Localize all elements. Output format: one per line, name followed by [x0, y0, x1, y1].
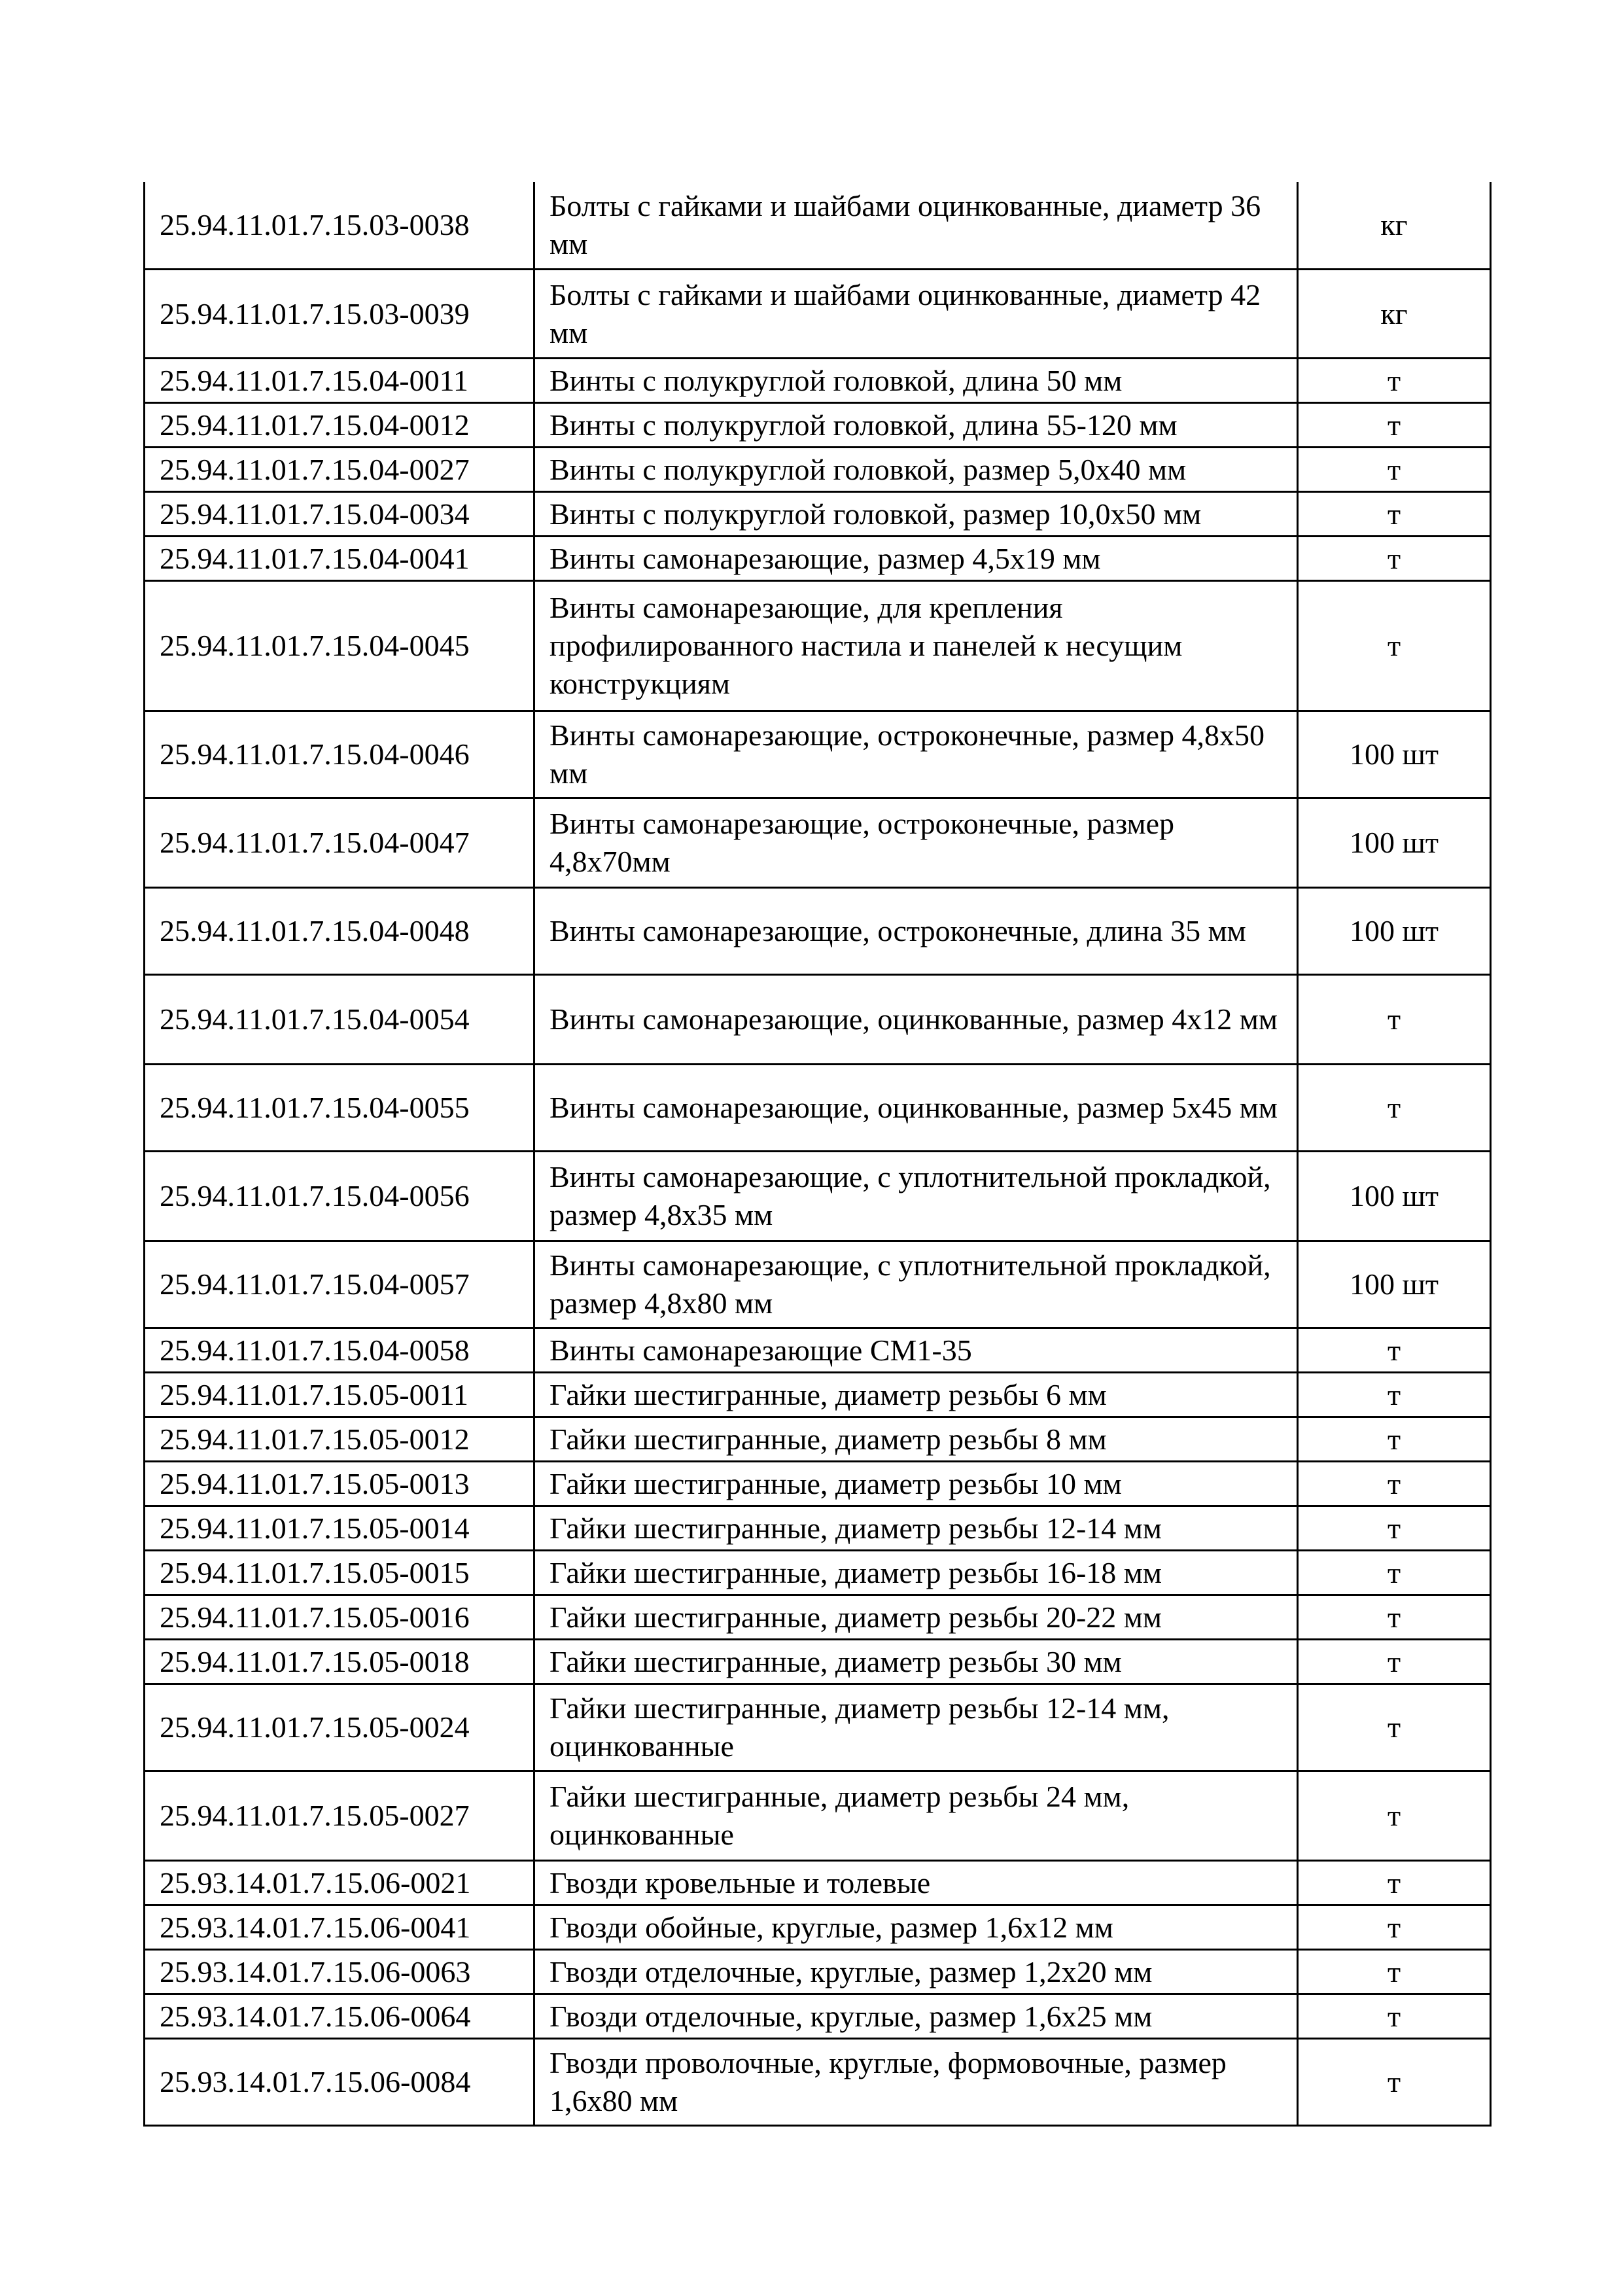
material-code-cell: 25.94.11.01.7.15.05-0011 [145, 1373, 534, 1417]
material-code-cell: 25.94.11.01.7.15.04-0034 [145, 492, 534, 537]
material-name-cell: Винты самонарезающие, с уплотнительной прокладкой, размер 4,8х35 мм [534, 1152, 1298, 1241]
unit-cell: т [1298, 359, 1491, 403]
table-row [145, 537, 1491, 581]
table-row [145, 1684, 1491, 1771]
table-row [145, 1861, 1491, 1905]
table-row [145, 270, 1491, 359]
material-code-cell: 25.94.11.01.7.15.05-0015 [145, 1551, 534, 1595]
unit-cell: 100 шт [1298, 1241, 1491, 1328]
table-row [145, 1152, 1491, 1241]
material-name-cell: Винты самонарезающие, остроконечные, размер 4,8х70мм [534, 798, 1298, 888]
material-name-cell: Гайки шестигранные, диаметр резьбы 12-14 мм [534, 1506, 1298, 1551]
material-code-cell: 25.94.11.01.7.15.04-0027 [145, 448, 534, 492]
unit-cell: т [1298, 1950, 1491, 1994]
unit-cell: т [1298, 403, 1491, 448]
table-row [145, 1551, 1491, 1595]
table-row [145, 1328, 1491, 1373]
material-code-cell: 25.94.11.01.7.15.05-0013 [145, 1462, 534, 1506]
material-name-cell: Гайки шестигранные, диаметр резьбы 24 мм, оцинкованные [534, 1771, 1298, 1861]
unit-cell: т [1298, 492, 1491, 537]
table-row [145, 1462, 1491, 1506]
table-row [145, 1595, 1491, 1640]
table-row [145, 581, 1491, 711]
unit-cell: т [1298, 1684, 1491, 1771]
material-name-cell: Гвозди отделочные, круглые, размер 1,6х25 мм [534, 1994, 1298, 2039]
material-name-cell: Винты самонарезающие, с уплотнительной прокладкой, размер 4,8х80 мм [534, 1241, 1298, 1328]
material-code-cell: 25.94.11.01.7.15.03-0038 [145, 182, 534, 270]
unit-cell: т [1298, 448, 1491, 492]
material-name-cell: Гайки шестигранные, диаметр резьбы 16-18 мм [534, 1551, 1298, 1595]
material-code-cell: 25.94.11.01.7.15.04-0012 [145, 403, 534, 448]
table-row [145, 1994, 1491, 2039]
material-name-cell: Гайки шестигранные, диаметр резьбы 20-22 мм [534, 1595, 1298, 1640]
table-row [145, 975, 1491, 1065]
material-code-cell: 25.94.11.01.7.15.04-0056 [145, 1152, 534, 1241]
material-name-cell: Винты самонарезающие, размер 4,5х19 мм [534, 537, 1298, 581]
material-code-cell: 25.93.14.01.7.15.06-0084 [145, 2039, 534, 2126]
table-row [145, 1640, 1491, 1684]
table-row [145, 1373, 1491, 1417]
material-code-cell: 25.94.11.01.7.15.04-0048 [145, 888, 534, 975]
unit-cell: 100 шт [1298, 888, 1491, 975]
material-code-cell: 25.94.11.01.7.15.04-0057 [145, 1241, 534, 1328]
material-name-cell: Винты с полукруглой головкой, размер 10,0х50 мм [534, 492, 1298, 537]
unit-cell: т [1298, 2039, 1491, 2126]
unit-cell: т [1298, 581, 1491, 711]
unit-cell: т [1298, 1640, 1491, 1684]
table-row [145, 359, 1491, 403]
unit-cell: т [1298, 1373, 1491, 1417]
material-name-cell: Болты с гайками и шайбами оцинкованные, диаметр 36 мм [534, 182, 1298, 270]
table-row [145, 1771, 1491, 1861]
unit-cell: т [1298, 1861, 1491, 1905]
material-code-cell: 25.94.11.01.7.15.03-0039 [145, 270, 534, 359]
material-name-cell: Гайки шестигранные, диаметр резьбы 6 мм [534, 1373, 1298, 1417]
material-code-cell: 25.94.11.01.7.15.05-0024 [145, 1684, 534, 1771]
material-code-cell: 25.94.11.01.7.15.04-0055 [145, 1065, 534, 1152]
material-code-cell: 25.94.11.01.7.15.04-0047 [145, 798, 534, 888]
table-row [145, 492, 1491, 537]
material-name-cell: Гвозди обойные, круглые, размер 1,6х12 мм [534, 1905, 1298, 1950]
table-row [145, 1905, 1491, 1950]
material-code-cell: 25.93.14.01.7.15.06-0021 [145, 1861, 534, 1905]
unit-cell: кг [1298, 270, 1491, 359]
material-code-cell: 25.94.11.01.7.15.05-0027 [145, 1771, 534, 1861]
material-code-cell: 25.94.11.01.7.15.05-0012 [145, 1417, 534, 1462]
material-code-cell: 25.94.11.01.7.15.04-0054 [145, 975, 534, 1065]
material-name-cell: Винты самонарезающие, остроконечные, длина 35 мм [534, 888, 1298, 975]
material-name-cell: Винты с полукруглой головкой, длина 50 мм [534, 359, 1298, 403]
material-name-cell: Винты самонарезающие, оцинкованные, размер 5х45 мм [534, 1065, 1298, 1152]
unit-cell: 100 шт [1298, 798, 1491, 888]
material-name-cell: Винты самонарезающие, для крепления профилированного настила и панелей к несущим конструкциям [534, 581, 1298, 711]
unit-cell: т [1298, 1994, 1491, 2039]
table-row [145, 1417, 1491, 1462]
material-code-cell: 25.94.11.01.7.15.05-0014 [145, 1506, 534, 1551]
unit-cell: т [1298, 1595, 1491, 1640]
table-row [145, 798, 1491, 888]
material-code-cell: 25.94.11.01.7.15.04-0046 [145, 711, 534, 798]
material-code-cell: 25.93.14.01.7.15.06-0064 [145, 1994, 534, 2039]
material-name-cell: Винты самонарезающие, оцинкованные, размер 4х12 мм [534, 975, 1298, 1065]
unit-cell: т [1298, 1771, 1491, 1861]
table-row [145, 1241, 1491, 1328]
unit-cell: т [1298, 975, 1491, 1065]
table-row [145, 1065, 1491, 1152]
material-name-cell: Гвозди проволочные, круглые, формовочные, размер 1,6х80 мм [534, 2039, 1298, 2126]
material-code-cell: 25.94.11.01.7.15.05-0016 [145, 1595, 534, 1640]
unit-cell: т [1298, 537, 1491, 581]
material-name-cell: Болты с гайками и шайбами оцинкованные, диаметр 42 мм [534, 270, 1298, 359]
material-name-cell: Гайки шестигранные, диаметр резьбы 12-14 мм, оцинкованные [534, 1684, 1298, 1771]
material-name-cell: Гвозди кровельные и толевые [534, 1861, 1298, 1905]
material-name-cell: Гайки шестигранные, диаметр резьбы 8 мм [534, 1417, 1298, 1462]
unit-cell: кг [1298, 182, 1491, 270]
table-row [145, 448, 1491, 492]
unit-cell: т [1298, 1506, 1491, 1551]
unit-cell: т [1298, 1551, 1491, 1595]
table-row [145, 403, 1491, 448]
material-name-cell: Гайки шестигранные, диаметр резьбы 10 мм [534, 1462, 1298, 1506]
material-code-cell: 25.93.14.01.7.15.06-0041 [145, 1905, 534, 1950]
table-row [145, 1950, 1491, 1994]
materials-table [143, 182, 1492, 2127]
unit-cell: 100 шт [1298, 1152, 1491, 1241]
material-code-cell: 25.94.11.01.7.15.05-0018 [145, 1640, 534, 1684]
unit-cell: т [1298, 1462, 1491, 1506]
material-code-cell: 25.94.11.01.7.15.04-0041 [145, 537, 534, 581]
material-code-cell: 25.94.11.01.7.15.04-0058 [145, 1328, 534, 1373]
table-row [145, 888, 1491, 975]
material-name-cell: Винты самонарезающие, остроконечные, размер 4,8х50 мм [534, 711, 1298, 798]
material-code-cell: 25.94.11.01.7.15.04-0045 [145, 581, 534, 711]
table-row [145, 2039, 1491, 2126]
material-name-cell: Винты самонарезающие СМ1-35 [534, 1328, 1298, 1373]
material-code-cell: 25.94.11.01.7.15.04-0011 [145, 359, 534, 403]
unit-cell: т [1298, 1328, 1491, 1373]
material-name-cell: Винты с полукруглой головкой, размер 5,0х40 мм [534, 448, 1298, 492]
unit-cell: 100 шт [1298, 711, 1491, 798]
material-name-cell: Гвозди отделочные, круглые, размер 1,2х20 мм [534, 1950, 1298, 1994]
unit-cell: т [1298, 1905, 1491, 1950]
table-row [145, 1506, 1491, 1551]
table-row [145, 711, 1491, 798]
material-code-cell: 25.93.14.01.7.15.06-0063 [145, 1950, 534, 1994]
unit-cell: т [1298, 1065, 1491, 1152]
material-name-cell: Гайки шестигранные, диаметр резьбы 30 мм [534, 1640, 1298, 1684]
table-row [145, 182, 1491, 270]
unit-cell: т [1298, 1417, 1491, 1462]
material-name-cell: Винты с полукруглой головкой, длина 55-120 мм [534, 403, 1298, 448]
